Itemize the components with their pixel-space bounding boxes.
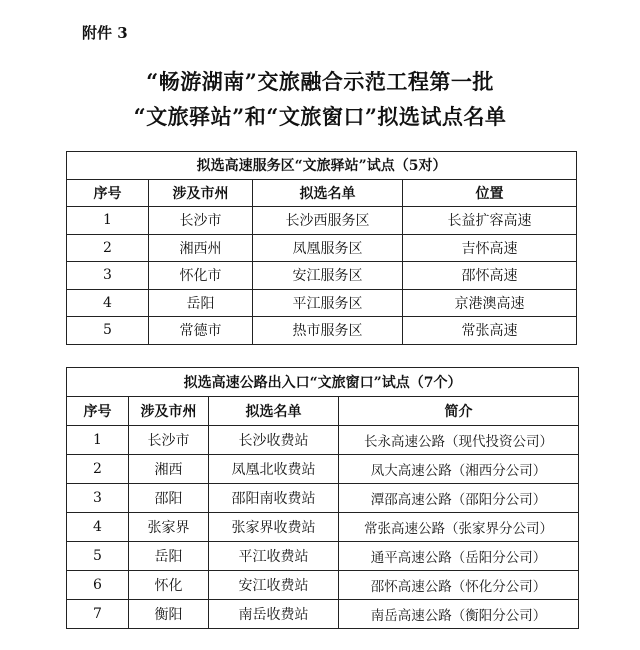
table-cell: 京港澳高速 [403,289,577,317]
table-cell: 平江收费站 [209,542,339,571]
table-cell: 邵阳南收费站 [209,484,339,513]
table-cell: 长永高速公路（现代投资公司） [339,426,579,455]
table-cell: 长益扩容高速 [403,207,577,235]
table-row [67,262,577,290]
table-cell: 凤大高速公路（湘西分公司） [339,455,579,484]
table-header-row [67,397,579,426]
table-cell: 邵阳 [129,484,209,513]
table-cell: 潭邵高速公路（邵阳分公司） [339,484,579,513]
table-cell: 通平高速公路（岳阳分公司） [339,542,579,571]
table-caption: 拟选高速公路出入口“文旅窗口”试点（7个） [67,368,579,397]
attachment-label: 附件 3 [82,24,128,42]
table-cell: 2 [67,455,129,484]
table-cell: 南岳收费站 [209,600,339,629]
table-caption: 拟选高速服务区“文旅驿站”试点（5对） [67,152,577,180]
table-cell: 怀化 [129,571,209,600]
table-cell: 凤凰北收费站 [209,455,339,484]
table-row [67,600,579,629]
table-cell: 6 [67,571,129,600]
table-row [67,571,579,600]
column-header: 序号 [67,397,129,426]
table-cell: 张家界 [129,513,209,542]
table-cell: 3 [67,262,149,290]
table-caption-row [67,152,577,180]
table-cell: 2 [67,234,149,262]
table-cell: 常张高速公路（张家界分公司） [339,513,579,542]
table-cell: 安江服务区 [253,262,403,290]
column-header: 序号 [67,179,149,207]
table-cell: 邵怀高速公路（怀化分公司） [339,571,579,600]
document-title-line-2: “文旅驿站”和“文旅窗口”拟选试点名单 [133,104,507,129]
table-cell: 长沙市 [149,207,253,235]
table-cell: 1 [67,426,129,455]
table-cell: 5 [67,542,129,571]
column-header: 拟选名单 [253,179,403,207]
column-header: 位置 [403,179,577,207]
table-cell: 张家界收费站 [209,513,339,542]
column-header: 拟选名单 [209,397,339,426]
column-header: 涉及市州 [149,179,253,207]
document-title-line-1: “畅游湖南”交旅融合示范工程第一批 [146,69,494,94]
table-cell: 长沙收费站 [209,426,339,455]
table-cell: 1 [67,207,149,235]
table-cell: 衡阳 [129,600,209,629]
table-row [67,484,579,513]
table-cell: 长沙市 [129,426,209,455]
table-cell: 南岳高速公路（衡阳分公司） [339,600,579,629]
table-cell: 凤凰服务区 [253,234,403,262]
column-header: 涉及市州 [129,397,209,426]
toll-station-table [66,367,579,629]
table-row [67,234,577,262]
table-cell: 岳阳 [149,289,253,317]
table-cell: 常张高速 [403,317,577,345]
table-row [67,426,579,455]
table-cell: 吉怀高速 [403,234,577,262]
table-header-row [67,179,577,207]
table-row [67,542,579,571]
table-cell: 怀化市 [149,262,253,290]
table-cell: 3 [67,484,129,513]
column-header: 简介 [339,397,579,426]
table-cell: 7 [67,600,129,629]
table-cell: 5 [67,317,149,345]
table-cell: 平江服务区 [253,289,403,317]
service-area-table [66,151,577,345]
table-row [67,289,577,317]
table-cell: 4 [67,289,149,317]
table-cell: 湘西州 [149,234,253,262]
table-row [67,317,577,345]
table-cell: 长沙西服务区 [253,207,403,235]
table-cell: 岳阳 [129,542,209,571]
table-caption-row [67,368,579,397]
table-cell: 安江收费站 [209,571,339,600]
table-row [67,455,579,484]
table-row [67,207,577,235]
table-cell: 热市服务区 [253,317,403,345]
table-cell: 常德市 [149,317,253,345]
table-cell: 湘西 [129,455,209,484]
table-row [67,513,579,542]
table-cell: 邵怀高速 [403,262,577,290]
table-cell: 4 [67,513,129,542]
